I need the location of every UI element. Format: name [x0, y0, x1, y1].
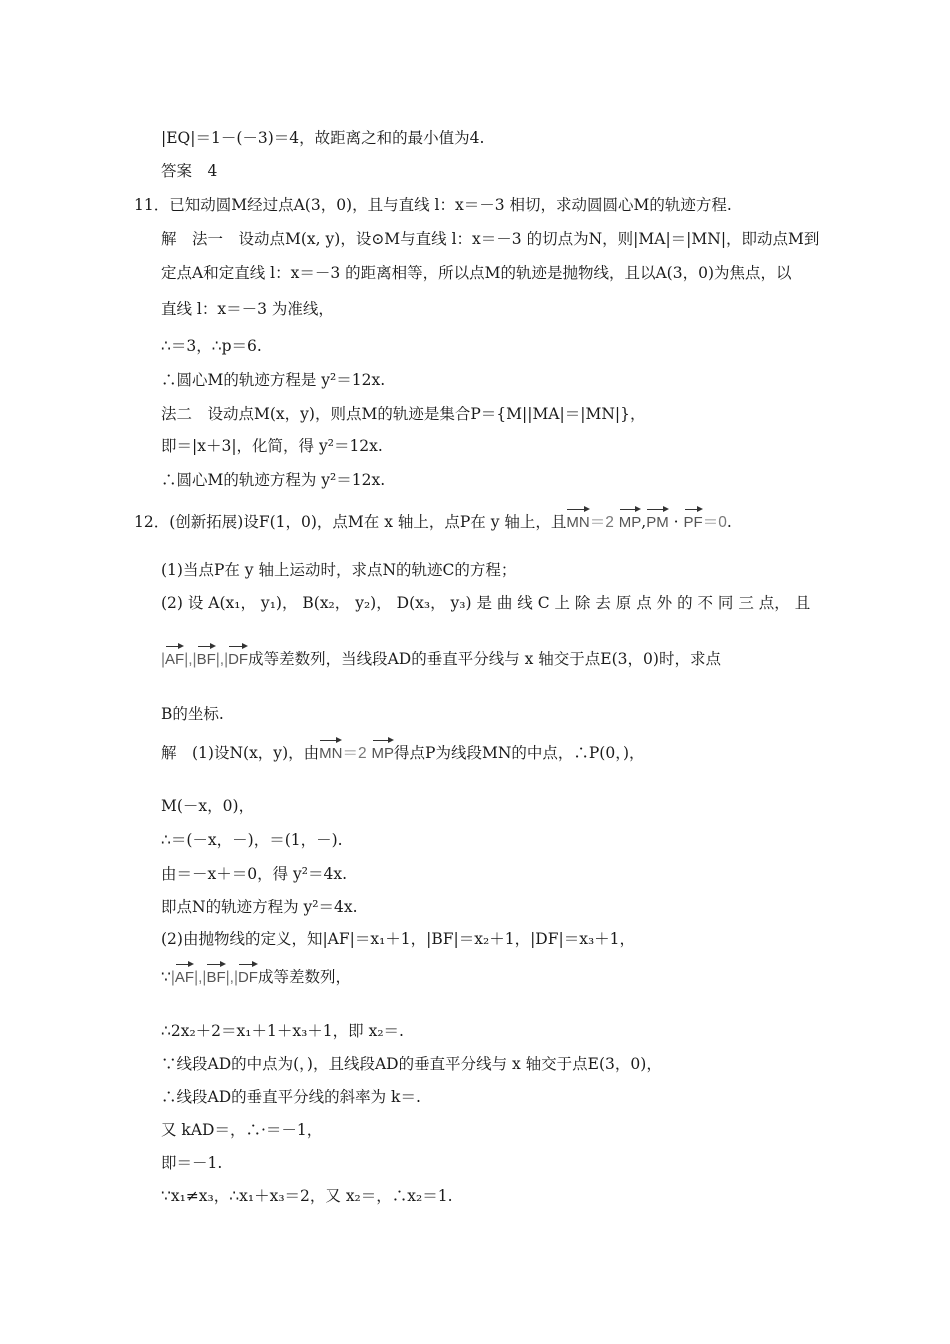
text-line: (2)由抛物线的定义，知|AF|＝x₁＋1，|BF|＝x₂＋1，|DF|＝x₃＋1，	[161, 930, 636, 948]
text-line: ∴2x₂＋2＝x₁＋1＋x₃＋1，即 x₂＝.	[161, 1022, 404, 1040]
text-line: B的坐标.	[161, 705, 224, 723]
text-segment: |,|	[215, 651, 229, 668]
vector-af: AF	[175, 961, 194, 989]
text-line: (1)当点P在 y 轴上运动时，求点N的轨迹C的方程；	[161, 561, 517, 579]
vector-df: DF	[228, 643, 248, 671]
vector-pm: PM	[646, 506, 669, 534]
vector-df: DF	[238, 961, 258, 989]
text-segment: ,	[641, 513, 647, 531]
vector-mn: MN	[319, 737, 342, 765]
problem-12-statement	[134, 506, 732, 534]
text-line: (2) 设 A(x₁， y₁)， B(x₂， y₂)， D(x₃， y₃) 是 曲 线 C 上 除 去 原 点 外 的 不 同 三 点， 且	[161, 594, 811, 612]
text-segment: |	[161, 651, 166, 668]
text-line: 即＝－1.	[161, 1154, 223, 1172]
text-line: 即＝|x＋3|，化简，得 y²＝12x.	[161, 437, 383, 455]
text-segment: ＝2	[342, 745, 367, 762]
text-line: 由＝－x＋＝0，得 y²＝4x.	[161, 865, 348, 883]
text-line	[161, 643, 721, 671]
vector-mn: MN	[566, 506, 589, 534]
text-line: ∵x₁≠x₃，∴x₁＋x₃＝2，又 x₂＝，∴x₂＝1.	[161, 1187, 453, 1205]
text-segment: 得点P为线段MN的中点，∴P(0，)，	[394, 744, 645, 762]
vector-mp: MP	[619, 506, 642, 534]
text-line: ∵线段AD的中点为(，)，且线段AD的垂直平分线与 x 轴交于点E(3，0)，	[161, 1055, 662, 1073]
text-segment: 成等差数列，	[257, 968, 351, 986]
text-segment: |,|	[225, 969, 238, 986]
text-line: ∴圆心M的轨迹方程为 y²＝12x.	[161, 471, 386, 489]
text-segment: ＝0	[702, 514, 727, 531]
vector-af: AF	[165, 643, 184, 671]
text-line: ∴圆心M的轨迹方程是 y²＝12x.	[161, 371, 386, 389]
text-segment: |	[170, 969, 175, 986]
text-line: M(－x，0)，	[161, 797, 255, 815]
text-line: 即点N的轨迹方程为 y²＝4x.	[161, 898, 358, 916]
text-segment: |,|	[194, 969, 207, 986]
text-line: |EQ|＝1－(－3)＝4，故距离之和的最小值为4.	[161, 129, 485, 147]
text-segment: 解 (1)设N(x，y)，由	[161, 744, 320, 762]
vector-bf: BF	[197, 643, 216, 671]
text-line: 又 kAD＝，∴·＝－1，	[161, 1121, 323, 1139]
because-symbol: ∵	[161, 968, 171, 986]
text-line	[161, 961, 351, 989]
text-segment: ＝2	[589, 514, 614, 531]
text-line: 法二 设动点M(x，y)，则点M的轨迹是集合P＝{M||MA|＝|MN|}，	[161, 405, 646, 423]
text-segment: .	[726, 513, 732, 531]
text-segment: 成等差数列，当线段AD的垂直平分线与 x 轴交于点E(3，0)时，求点	[248, 650, 721, 668]
answer-line: 答案 4	[161, 162, 218, 180]
text-line: 定点A和定直线 l：x＝－3 的距离相等，所以点M的轨迹是抛物线，且以A(3，0)为焦点，以	[161, 264, 792, 282]
text-line: ∴＝3，∴p＝6.	[161, 337, 262, 355]
text-line: 解 法一 设动点M(x, y)，设⊙M与直线 l：x＝－3 的切点为N，则|MA|＝|MN|，即动点M到	[161, 230, 820, 248]
dot-operator: ·	[673, 513, 679, 531]
text-segment: 12．(创新拓展)设F(1，0)，点M在 x 轴上，点P在 y 轴上，且	[134, 513, 567, 531]
vector-bf: BF	[206, 961, 225, 989]
text-segment: |,|	[184, 651, 197, 668]
problem-11-statement: 11．已知动圆M经过点A(3，0)，且与直线 l：x＝－3 相切，求动圆圆心M的轨迹方程.	[134, 196, 732, 214]
text-line: ∴线段AD的垂直平分线的斜率为 k＝.	[161, 1088, 421, 1106]
text-line: 直线 l：x＝－3 为准线，	[161, 300, 334, 318]
text-line: ∴＝(－x，－)，＝(1，－).	[161, 831, 343, 849]
vector-mp: MP	[372, 737, 395, 765]
vector-pf: PF	[684, 506, 703, 534]
solution-12-line	[161, 737, 645, 765]
